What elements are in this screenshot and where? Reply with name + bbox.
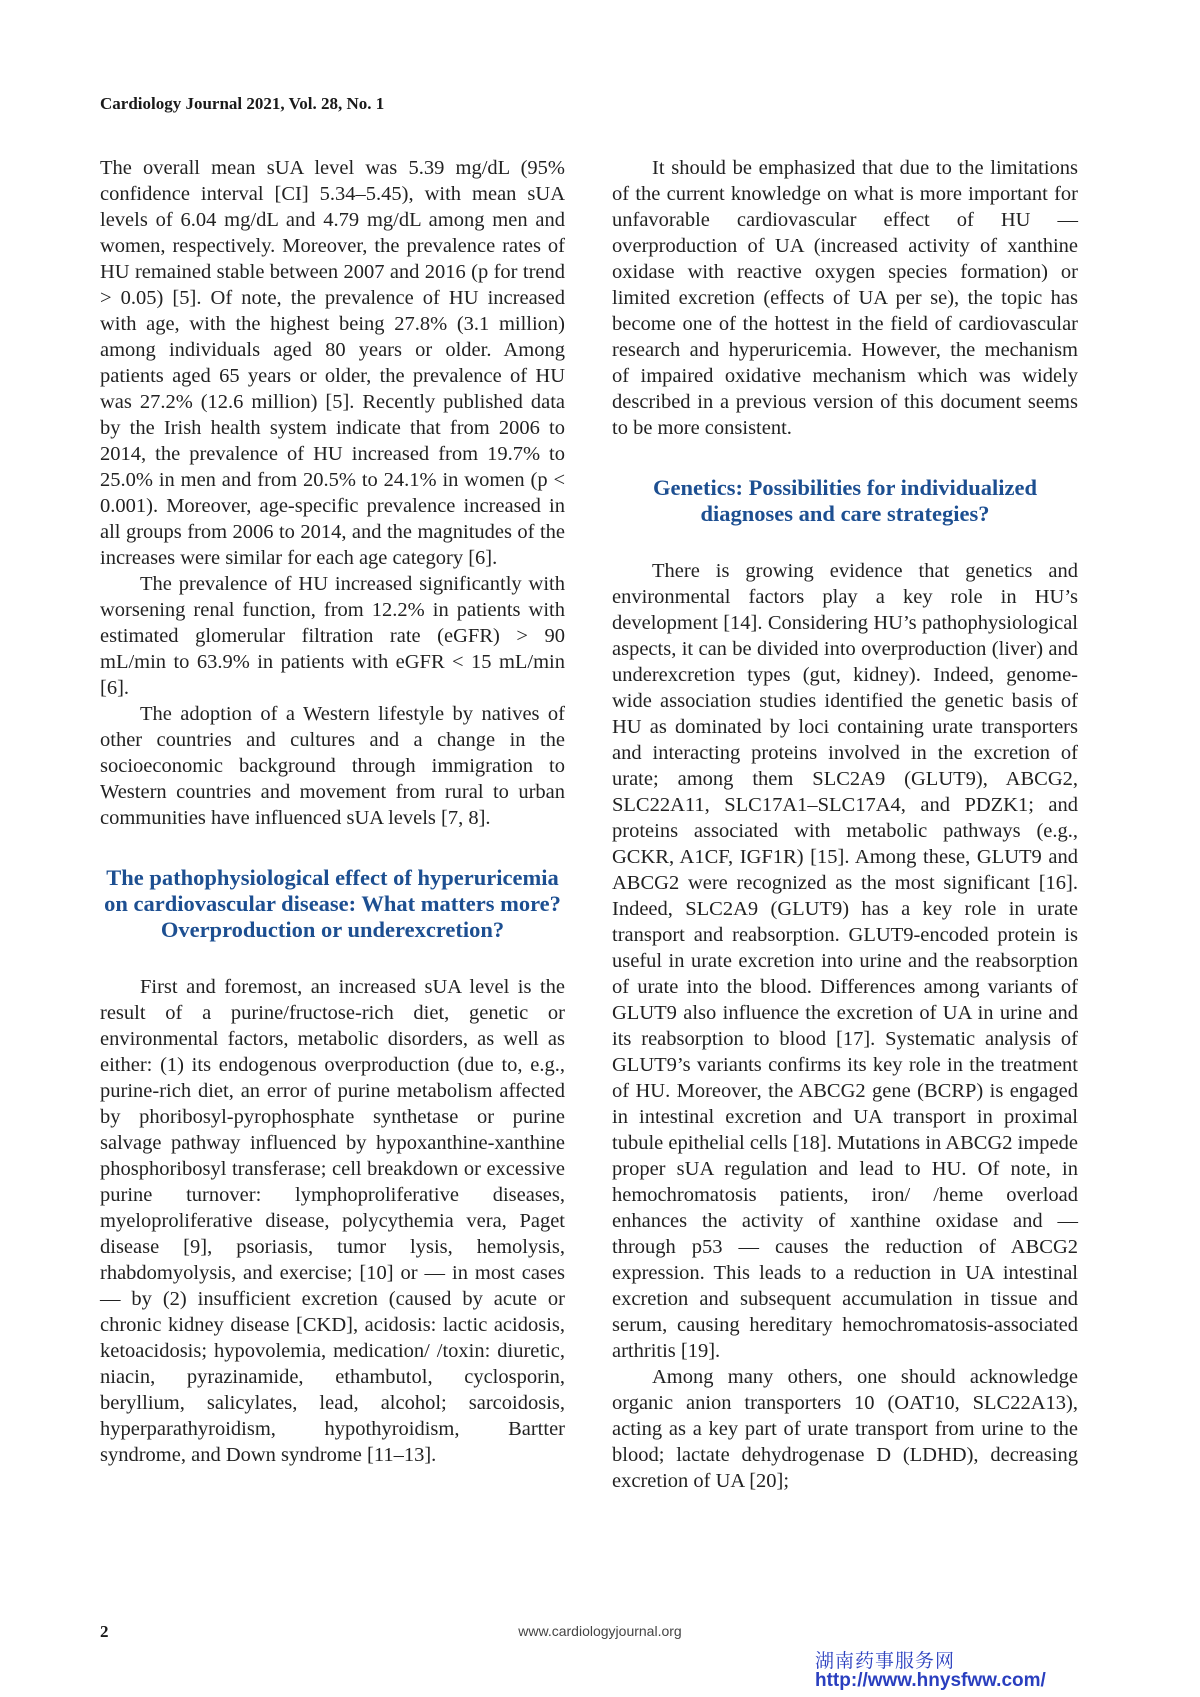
paragraph: The adoption of a Western lifestyle by natives of other countries and cultures and a change in the socioeconomic background through immigration to Western countries and movement from rural to urban communities have influenced sUA levels [7, 8].	[100, 703, 565, 829]
paragraph: Among many others, one should acknowledge organic anion transporters 10 (OAT10, SLC22A13), acting as a key part of urate transport from urine to the blood; lactate dehydrogenase D (LDHD), decreasing excretion of UA [20];	[612, 1366, 1078, 1492]
section-heading: Genetics: Possibilities for individualized diagnoses and care strategies?	[653, 475, 1037, 526]
paragraph: First and foremost, an increased sUA level is the result of a purine/fructose-rich diet, genetic or environmental factors, metabolic disorders, as well as either: (1) its endogenous overproduction (due to, e.g., purine-rich diet, an error of purine metabolism affected by phoribosyl-pyrophosphate synthetase or purine salvage pathway influenced by hypoxanthine-xanthine phosphoribosyl transferase; cell breakdown or excessive purine turnover: lymphoproliferative diseases, myeloproliferative disease, polycythemia vera, Paget disease [9], psoriasis, tumor lysis, hemolysis, rhabdomyolysis, and exercise; [10] or — in most cases — by (2) insufficient excretion (caused by acute or chronic kidney disease [CKD], acidosis: lactic acidosis, ketoacidosis; hypovolemia, medication/ /toxin: diuretic, niacin, pyrazinamide, ethambutol, cyclosporin, beryllium, salicylates, lead, alcohol; sarcoidosis, hyperparathyroidism, hypothyroidism, Bartter syndrome, and Down syndrome [11–13].	[100, 976, 565, 1466]
paragraph: There is growing evidence that genetics and environmental factors play a key role in HU’s development [14]. Considering HU’s pathophysiological aspects, it can be divided into overproduction (liver) and underexcretion types (gut, kidney). Indeed, genome-wide association studies identified the genetic basis of HU as dominated by loci containing urate transporters and interacting proteins involved in the excretion of urate; among them SLC2A9 (GLUT9), ABCG2, SLC22A11, SLC17A1–SLC17A4, and PDZK1; and proteins associated with metabolic pathways (e.g., GCKR, A1CF, IGF1R) [15]. Among these, GLUT9 and ABCG2 were recognized as the most significant [16]. Indeed, SLC2A9 (GLUT9) has a key role in urate transport and reabsorption. GLUT9-encoded protein is useful in urate excretion into urine and the reabsorption of urate into the blood. Differences among variants of GLUT9 also influence the excretion of UA in urine and its reabsorption to blood [17]. Systematic analysis of GLUT9’s variants confirms its key role in the treatment of HU. Moreover, the ABCG2 gene (BCRP) is engaged in intestinal excretion and UA transport in proximal tubule epithelial cells [18]. Mutations in ABCG2 impede proper sUA regulation and lead to HU. Of note, in hemochromatosis patients, iron/ /heme overload enhances the activity of xanthine oxidase and — through p53 — causes the reduction of ABCG2 expression. This leads to a reduction in UA intestinal excretion and subsequent accumulation in tissue and serum, causing hereditary hemochromatosis-associated arthritis [19].	[612, 560, 1078, 1362]
paragraph: The overall mean sUA level was 5.39 mg/dL (95% confidence interval [CI] 5.34–5.45), with mean sUA levels of 6.04 mg/dL and 4.79 mg/dL among men and women, respectively. Moreover, the prevalence rates of HU remained stable between 2007 and 2016 (p for trend > 0.05) [5]. Of note, the prevalence of HU increased with age, with the highest being 27.8% (3.1 million) among individuals aged 80 years or older. Among patients aged 65 years or older, the prevalence of HU was 27.2% (12.6 million) [5]. Recently published data by the Irish health system indicate that from 2006 to 2014, the prevalence of HU increased from 19.7% to 25.0% in men and from 20.5% to 24.1% in women (p < 0.001). Moreover, age-specific prevalence increased in all groups from 2006 to 2014, and the magnitudes of the increases were similar for each age category [6].	[100, 157, 565, 569]
watermark-url[interactable]: http://www.hnysfww.com/	[815, 1670, 1046, 1691]
right-column	[612, 155, 1078, 1494]
footer-url: www.cardiologyjournal.org	[518, 1623, 682, 1639]
left-column	[100, 155, 565, 1468]
paragraph: It should be emphasized that due to the limitations of the current knowledge on what is more important for unfavorable cardiovascular effect of HU — overproduction of UA (increased activity of xanthine oxidase with reactive oxygen species formation) or limited excretion (effects of UA per se), the topic has become one of the hottest in the field of cardiovascular research and hyperuricemia. However, the mechanism of impaired oxidative mechanism which was widely described in a previous version of this document seems to be more consistent.	[612, 157, 1078, 439]
page-number: 2	[100, 1622, 109, 1641]
watermark-chinese: 湖南药事服务网	[815, 1650, 956, 1672]
paragraph: The prevalence of HU increased significantly with worsening renal function, from 12.2% in patients with estimated glomerular filtration rate (eGFR) > 90 mL/min to 63.9% in patients with eGFR < 15 mL/min [6].	[100, 573, 565, 699]
section-heading: The pathophysiological effect of hyperuricemia on cardiovascular disease: What matters more? Overproduction or underexcretion?	[104, 865, 561, 942]
running-head: Cardiology Journal 2021, Vol. 28, No. 1	[100, 94, 385, 113]
